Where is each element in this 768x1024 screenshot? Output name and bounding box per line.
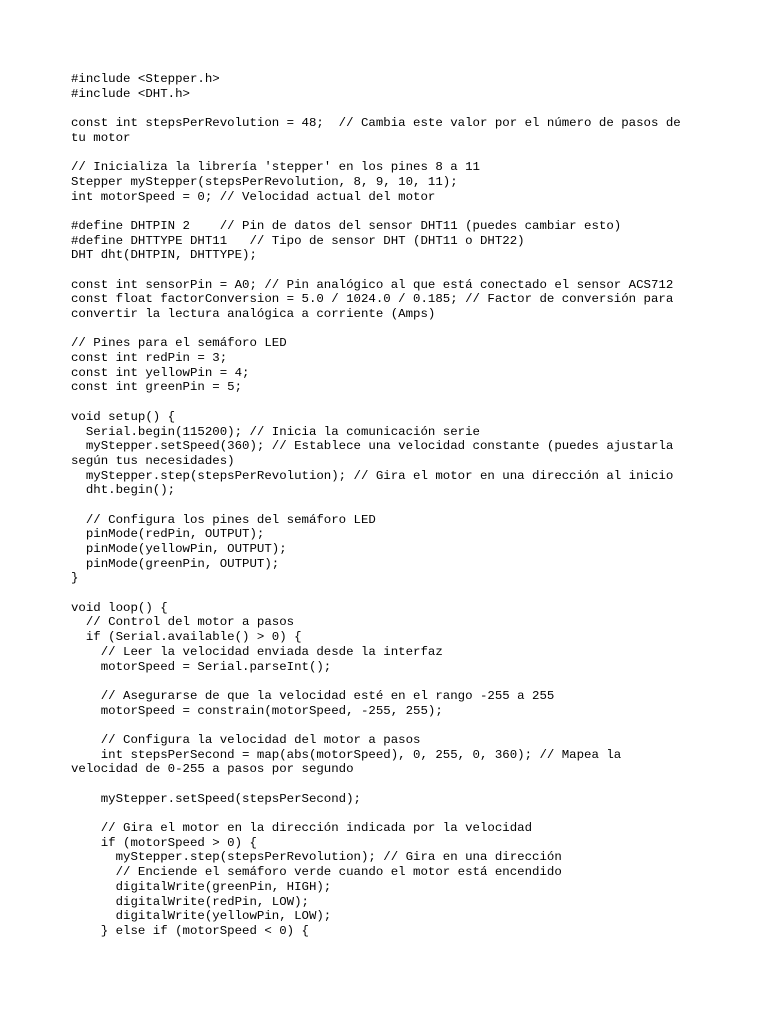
code-line: // Gira el motor en la dirección indicada por la velocidad: [71, 821, 533, 836]
blank-line: [71, 777, 711, 792]
blank-line: [71, 101, 711, 116]
code-line: pinMode(redPin, OUTPUT);: [71, 527, 265, 542]
code-line: dht.begin();: [71, 483, 176, 498]
code-line: motorSpeed = Serial.parseInt();: [71, 659, 332, 674]
code-listing: [71, 72, 711, 939]
code-line: DHT dht(DHTPIN, DHTTYPE);: [71, 248, 257, 263]
code-line: // Configura la velocidad del motor a pasos: [71, 732, 421, 747]
blank-line: [71, 718, 711, 733]
code-line: void loop() {: [71, 600, 168, 615]
code-line: int stepsPerSecond = map(abs(motorSpeed), 0, 255, 0, 360); // Mapea la: [71, 747, 622, 762]
code-line: if (Serial.available() > 0) {: [71, 630, 302, 645]
code-line: } else if (motorSpeed < 0) {: [71, 923, 309, 938]
code-line: Stepper myStepper(stepsPerRevolution, 8, 9, 10, 11);: [71, 174, 458, 189]
code-line: if (motorSpeed > 0) {: [71, 835, 257, 850]
code-line: myStepper.setSpeed(stepsPerSecond);: [71, 791, 361, 806]
code-line: velocidad de 0-255 a pasos por segundo: [71, 762, 354, 777]
code-line: pinMode(yellowPin, OUTPUT);: [71, 542, 287, 556]
blank-line: [71, 322, 711, 337]
code-line: // Leer la velocidad enviada desde la interfaz: [71, 644, 443, 659]
code-line: const int stepsPerRevolution = 48; // Cambia este valor por el número de pasos de: [71, 116, 681, 131]
code-line: const int greenPin = 5;: [71, 380, 243, 395]
blank-line: [71, 674, 711, 689]
code-line: const int yellowPin = 4;: [71, 365, 250, 380]
code-line: Serial.begin(115200); // Inicia la comunicación serie: [71, 424, 480, 439]
blank-line: [71, 145, 711, 160]
code-line: // Inicializa la librería 'stepper' en los pines 8 a 11: [71, 160, 480, 175]
code-line: según tus necesidades): [71, 453, 235, 468]
code-line: digitalWrite(yellowPin, LOW);: [71, 909, 332, 924]
code-line: const float factorConversion = 5.0 / 1024.0 / 0.185; // Factor de conversión para: [71, 292, 674, 307]
code-line: motorSpeed = constrain(motorSpeed, -255, 255);: [71, 703, 443, 718]
blank-line: [71, 806, 711, 821]
code-line: // Asegurarse de que la velocidad esté en el rango -255 a 255: [71, 688, 555, 703]
blank-line: [71, 204, 711, 219]
code-line: void setup() {: [71, 409, 176, 424]
code-line: int motorSpeed = 0; // Velocidad actual del motor: [71, 189, 436, 204]
blank-line: [71, 263, 711, 278]
code-line: #define DHTTYPE DHT11 // Tipo de sensor DHT (DHT11 o DHT22): [71, 233, 525, 248]
blank-line: [71, 586, 711, 601]
code-line: tu motor: [71, 130, 131, 145]
code-line: // Pines para el semáforo LED: [71, 336, 287, 351]
code-line: const int redPin = 3;: [71, 351, 228, 366]
code-line: #define DHTPIN 2 // Pin de datos del sensor DHT11 (puedes cambiar esto): [71, 218, 622, 233]
code-line: pinMode(greenPin, OUTPUT);: [71, 556, 280, 571]
code-line: digitalWrite(redPin, LOW);: [71, 894, 309, 909]
blank-line: [71, 395, 711, 410]
code-line: #include <DHT.h>: [71, 86, 190, 101]
code-line: myStepper.step(stepsPerRevolution); // Gira el motor en una dirección al inicio: [71, 468, 674, 483]
code-line: convertir la lectura analógica a corriente (Amps): [71, 307, 436, 321]
code-line: // Enciende el semáforo verde cuando el motor está encendido: [71, 865, 562, 880]
code-line: // Control del motor a pasos: [71, 615, 295, 630]
code-line: myStepper.step(stepsPerRevolution); // Gira en una dirección: [71, 850, 562, 865]
code-line: }: [71, 571, 79, 586]
code-line: digitalWrite(greenPin, HIGH);: [71, 879, 332, 894]
code-line: #include <Stepper.h>: [71, 72, 220, 86]
code-line: const int sensorPin = A0; // Pin analógico al que está conectado el sensor ACS712: [71, 277, 674, 292]
code-line: myStepper.setSpeed(360); // Establece una velocidad constante (puedes ajustarla: [71, 439, 674, 454]
code-line: // Configura los pines del semáforo LED: [71, 512, 376, 527]
blank-line: [71, 498, 711, 513]
